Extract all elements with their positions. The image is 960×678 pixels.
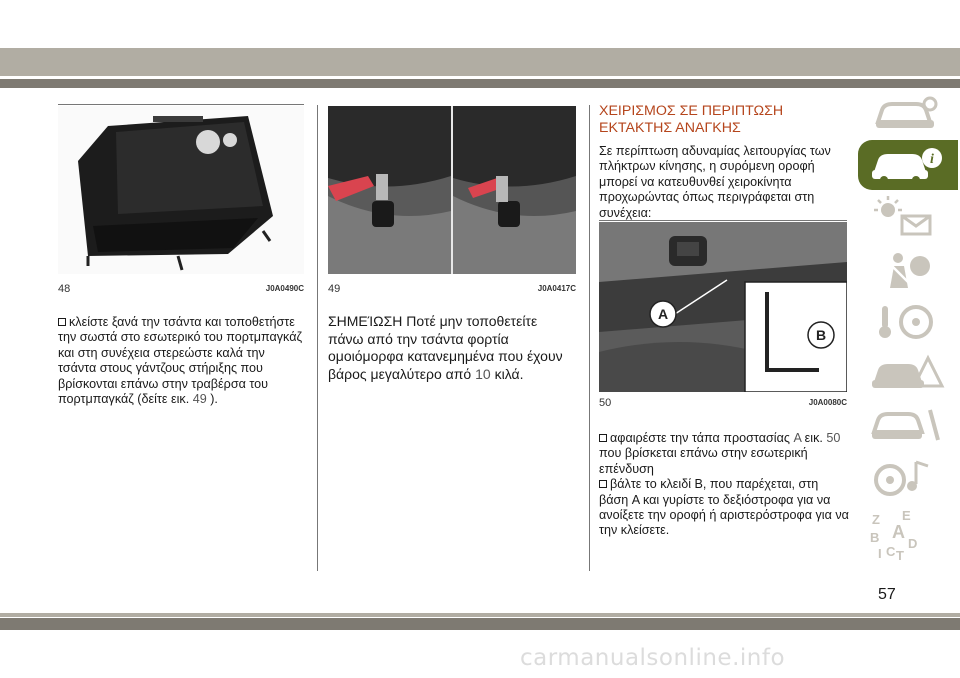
svg-text:I: I <box>878 546 882 561</box>
tab-lights-warning[interactable] <box>858 192 958 242</box>
tab-airbag-seatbelt[interactable] <box>858 244 958 294</box>
header-stripe-dark <box>0 79 960 88</box>
column-divider-2 <box>589 105 590 571</box>
figure-49-caption <box>328 283 576 297</box>
svg-text:Z: Z <box>872 512 880 527</box>
luggage-bag-illustration <box>58 106 304 274</box>
svg-text:A: A <box>892 522 905 542</box>
tab-index[interactable] <box>858 504 958 584</box>
figure-ref-49[interactable]: 49 <box>192 392 207 407</box>
step-2-text: βάλτε το κλειδί B, που παρέχεται, στη βάση A και γυρίστε το δεξιόστροφα για να ανοίξετε την οροφή ή αριστερόστροφα για να την κλείσετε. <box>599 477 849 538</box>
steering-key-icon <box>868 300 948 342</box>
tab-car-dashboard[interactable] <box>858 88 958 138</box>
tab-car-breakdown[interactable] <box>858 348 958 398</box>
checkbox-bullet-icon <box>58 318 66 326</box>
sunroof-key-illustration <box>599 222 847 392</box>
page-number: 57 <box>878 586 896 603</box>
lights-warning-icon <box>868 196 948 238</box>
watermark-text: carmanualsonline.info <box>520 645 786 671</box>
car-tools-icon <box>868 404 948 446</box>
header-stripe-light <box>0 48 960 76</box>
step-1-text-end: που βρίσκεται επάνω στην εσωτερική επένδυση <box>599 446 808 476</box>
heading-line-2: ΕΚΤΑΚΤΗΣ ΑΝΑΓΚΗΣ <box>599 119 741 136</box>
note-paragraph <box>328 313 576 383</box>
footer-stripe-light <box>0 613 960 617</box>
car-info-icon <box>868 144 948 186</box>
car-breakdown-icon <box>868 352 948 394</box>
step-1-text: αφαιρέστε την τάπα προστασίας <box>610 431 790 445</box>
column-divider-1 <box>317 105 318 571</box>
figure-48-code: J0A0490C <box>265 284 304 293</box>
index-letters-icon <box>868 508 948 580</box>
tab-media-navigation[interactable] <box>858 452 958 502</box>
tab-steering-key[interactable] <box>858 296 958 346</box>
figure-50-caption <box>599 397 847 411</box>
step-1 <box>599 431 851 477</box>
step-2 <box>599 477 851 539</box>
heading-line-1: ΧΕΙΡΙΣΜΟΣ ΣΕ ΠΕΡΙΠΤΩΣΗ <box>599 103 784 119</box>
checkbox-bullet-icon <box>599 480 607 488</box>
section-heading <box>599 103 849 136</box>
figure-48-number: 48 <box>58 283 71 295</box>
step-1-ref-letter: A <box>793 431 802 445</box>
figure-49-code: J0A0417C <box>537 284 576 293</box>
figure-48-image <box>58 106 304 274</box>
hook-fastening-illustration <box>328 106 576 274</box>
figure-48-caption <box>58 283 304 297</box>
svg-text:D: D <box>908 536 918 551</box>
figure-50-number: 50 <box>599 397 612 409</box>
column-3-rule <box>599 220 847 221</box>
figure-49-number: 49 <box>328 283 341 295</box>
checkbox-bullet-icon <box>599 434 607 442</box>
step-1-fig-label: εικ. <box>804 431 823 445</box>
tab-car-tools[interactable] <box>858 400 958 450</box>
figure-ref-50[interactable]: 50 <box>826 431 841 445</box>
figure-50-code: J0A0080C <box>808 398 847 407</box>
figure-50-image <box>599 222 847 392</box>
svg-text:C: C <box>886 544 896 559</box>
intro-paragraph: Σε περίπτωση αδυναμίας λειτουργίας των πλήκτρων κίνησης, η συρόμενη οροφή μπορεί να κατευθυνθεί χειροκίνητα προχωρώντας όπως περιγράφεται στη συνέχεια: <box>599 144 831 220</box>
label-b: B <box>815 327 827 343</box>
footer-stripe-dark <box>0 618 960 630</box>
column-1-text: κλείστε ξανά την τσάντα και τοποθετήστε την σωστά στο εσωτερικό του πορτμπαγκάζ και στη συνέχεια στερεώστε καλά την τσάντα στους γάντζους στήριξης που βρίσκονται επάνω στην τραβέρσα του πορτμπαγκάζ (δείτε εικ. <box>58 315 303 407</box>
tab-car-info[interactable] <box>858 140 958 190</box>
svg-text:i: i <box>930 152 934 167</box>
media-navigation-icon <box>868 456 948 498</box>
airbag-seatbelt-icon <box>868 248 948 290</box>
column-1-rule <box>58 104 304 105</box>
header-band <box>0 0 960 88</box>
svg-text:B: B <box>870 530 880 545</box>
chapter-sidebar <box>856 88 960 613</box>
figure-49-image <box>328 106 576 274</box>
car-dashboard-icon <box>868 92 948 134</box>
column-1-close: ). <box>210 392 218 407</box>
column-1-paragraph <box>58 315 306 407</box>
note-weight-unit: κιλά. <box>494 365 524 382</box>
note-weight-value: 10 <box>475 365 491 382</box>
svg-text:T: T <box>896 548 904 563</box>
steps-list <box>599 431 851 539</box>
label-a: A <box>657 306 669 322</box>
svg-text:E: E <box>902 508 911 523</box>
note-text: ΣΗΜΕΊΩΣΗ Ποτέ μην τοποθετείτε πάνω από την τσάντα φορτία ομοιόμορφα κατανεμημένα που έχουν βάρος μεγαλύτερο από <box>328 313 563 382</box>
